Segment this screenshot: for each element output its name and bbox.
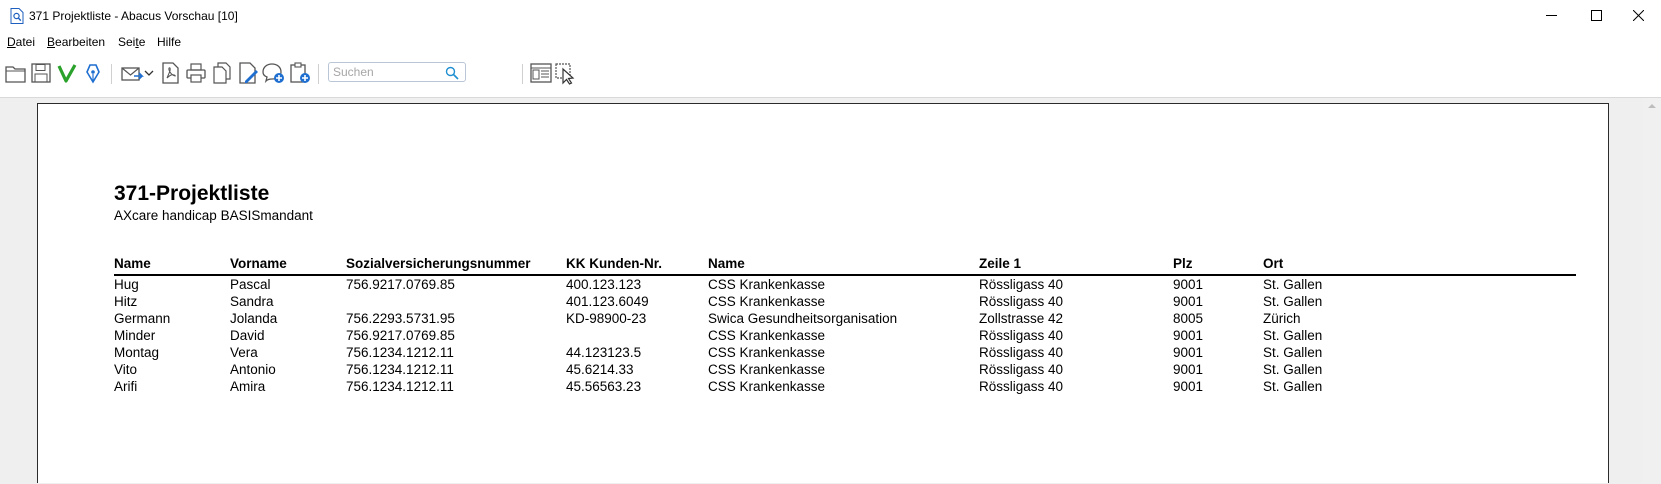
layout-icon[interactable]: [529, 61, 553, 85]
cell-zeile-1: Rössligass 40: [979, 328, 1064, 343]
cell-plz: 8005: [1173, 311, 1204, 326]
cell-kasse-name: CSS Krankenkasse: [708, 277, 826, 292]
cell-kasse-name: CSS Krankenkasse: [708, 362, 826, 377]
column-header-ort: Ort: [1263, 256, 1284, 271]
cell-kk-kunden-nr: 400.123.123: [566, 277, 642, 292]
cell-sozialversicherungsnummer: 756.1234.1212.11: [346, 345, 454, 360]
toolbar-separator: [111, 64, 112, 84]
menu-bar: [0, 31, 1661, 53]
cell-name: Montag: [114, 345, 160, 360]
add-comment-icon[interactable]: [261, 61, 285, 85]
cell-kasse-name: CSS Krankenkasse: [708, 345, 826, 360]
cell-plz: 9001: [1173, 328, 1204, 343]
open-folder-icon[interactable]: [4, 61, 28, 85]
preview-app-icon: [10, 8, 24, 24]
cell-vorname: Antonio: [230, 362, 276, 377]
cell-vorname: David: [230, 328, 265, 343]
cell-kk-kunden-nr: KD-98900-23: [566, 311, 647, 326]
cell-ort: St. Gallen: [1263, 379, 1323, 394]
column-header-plz: Plz: [1173, 256, 1193, 271]
cell-sozialversicherungsnummer: 756.9217.0769.85: [346, 277, 455, 292]
window-title: 371 Projektliste - Abacus Vorschau [10]: [29, 9, 238, 23]
table-row: [0, 311, 1661, 328]
search-box[interactable]: [328, 62, 466, 82]
cell-kk-kunden-nr: 44.123123.5: [566, 345, 642, 360]
pointer-icon[interactable]: [554, 61, 578, 85]
toolbar-separator: [522, 64, 523, 84]
table-row: [0, 379, 1661, 396]
title-bar: [0, 0, 1661, 31]
dropdown-icon[interactable]: [143, 61, 155, 85]
scroll-up-icon[interactable]: [1647, 101, 1657, 111]
cell-plz: 9001: [1173, 362, 1204, 377]
toolbar: [0, 56, 1661, 92]
table-row: [0, 345, 1661, 362]
pdf-icon[interactable]: [158, 61, 182, 85]
cell-zeile-1: Rössligass 40: [979, 362, 1064, 377]
cell-zeile-1: Rössligass 40: [979, 277, 1064, 292]
cell-ort: St. Gallen: [1263, 294, 1323, 309]
cell-ort: St. Gallen: [1263, 362, 1323, 377]
cell-kk-kunden-nr: 45.6214.33: [566, 362, 634, 377]
minimize-button[interactable]: [1528, 0, 1574, 31]
cell-ort: St. Gallen: [1263, 345, 1323, 360]
cell-name: Hitz: [114, 294, 138, 309]
cell-vorname: Vera: [230, 345, 258, 360]
cell-kasse-name: CSS Krankenkasse: [708, 328, 826, 343]
cell-plz: 9001: [1173, 277, 1204, 292]
cell-ort: St. Gallen: [1263, 328, 1323, 343]
cell-plz: 9001: [1173, 345, 1204, 360]
edit-document-icon[interactable]: [236, 61, 260, 85]
cell-ort: Zürich: [1263, 311, 1301, 326]
toolbar-separator: [318, 64, 319, 84]
column-header-sozialversicherungsnummer: Sozialversicherungsnummer: [346, 256, 531, 271]
cell-name: Arifi: [114, 379, 138, 394]
cell-zeile-1: Rössligass 40: [979, 294, 1064, 309]
copy-icon[interactable]: [210, 61, 234, 85]
cell-name: Germann: [114, 311, 171, 326]
column-header-name: Name: [114, 256, 151, 271]
table-row: [0, 294, 1661, 311]
cell-kk-kunden-nr: 45.56563.23: [566, 379, 642, 394]
cell-plz: 9001: [1173, 294, 1204, 309]
cell-kasse-name: CSS Krankenkasse: [708, 379, 826, 394]
cell-sozialversicherungsnummer: 756.1234.1212.11: [346, 362, 454, 377]
table-row: [0, 277, 1661, 294]
check-icon[interactable]: [55, 61, 79, 85]
report-title: 371-Projektliste: [114, 182, 270, 205]
cell-name: Vito: [114, 362, 138, 377]
pen-nib-icon[interactable]: [81, 61, 105, 85]
cell-name: Hug: [114, 277, 139, 292]
maximize-button[interactable]: [1573, 0, 1619, 31]
table-row: [0, 328, 1661, 345]
cell-kasse-name: Swica Gesundheitsorganisation: [708, 311, 898, 326]
close-button[interactable]: [1615, 0, 1661, 31]
column-header-vorname: Vorname: [230, 256, 287, 271]
column-header-kk-kunden-nr: KK Kunden-Nr.: [566, 256, 662, 271]
menu-datei[interactable]: Datei: [7, 35, 36, 49]
menu-bearbeiten[interactable]: Bearbeiten: [47, 35, 106, 49]
report-subtitle: AXcare handicap BASISmandant: [114, 208, 313, 223]
cell-vorname: Jolanda: [230, 311, 278, 326]
add-clipboard-icon[interactable]: [287, 61, 311, 85]
cell-sozialversicherungsnummer: 756.1234.1212.11: [346, 379, 454, 394]
column-header-zeile-1: Zeile 1: [979, 256, 1022, 271]
cell-zeile-1: Zollstrasse 42: [979, 311, 1064, 326]
cell-zeile-1: Rössligass 40: [979, 379, 1064, 394]
search-input[interactable]: [333, 64, 441, 80]
mail-icon[interactable]: [120, 61, 144, 85]
cell-kk-kunden-nr: 401.123.6049: [566, 294, 649, 309]
header-divider: [114, 274, 1576, 276]
cell-name: Minder: [114, 328, 156, 343]
cell-sozialversicherungsnummer: 756.9217.0769.85: [346, 328, 455, 343]
search-icon[interactable]: [445, 66, 459, 80]
column-header-kasse-name: Name: [708, 256, 745, 271]
menu-seite[interactable]: Seite: [118, 35, 146, 49]
table-row: [0, 362, 1661, 379]
cell-vorname: Amira: [230, 379, 266, 394]
cell-zeile-1: Rössligass 40: [979, 345, 1064, 360]
cell-sozialversicherungsnummer: 756.2293.5731.95: [346, 311, 455, 326]
cell-vorname: Pascal: [230, 277, 271, 292]
print-icon[interactable]: [184, 61, 208, 85]
cell-ort: St. Gallen: [1263, 277, 1323, 292]
save-icon[interactable]: [29, 61, 53, 85]
cell-plz: 9001: [1173, 379, 1204, 394]
cell-kasse-name: CSS Krankenkasse: [708, 294, 826, 309]
menu-hilfe[interactable]: Hilfe: [157, 35, 182, 49]
cell-vorname: Sandra: [230, 294, 274, 309]
